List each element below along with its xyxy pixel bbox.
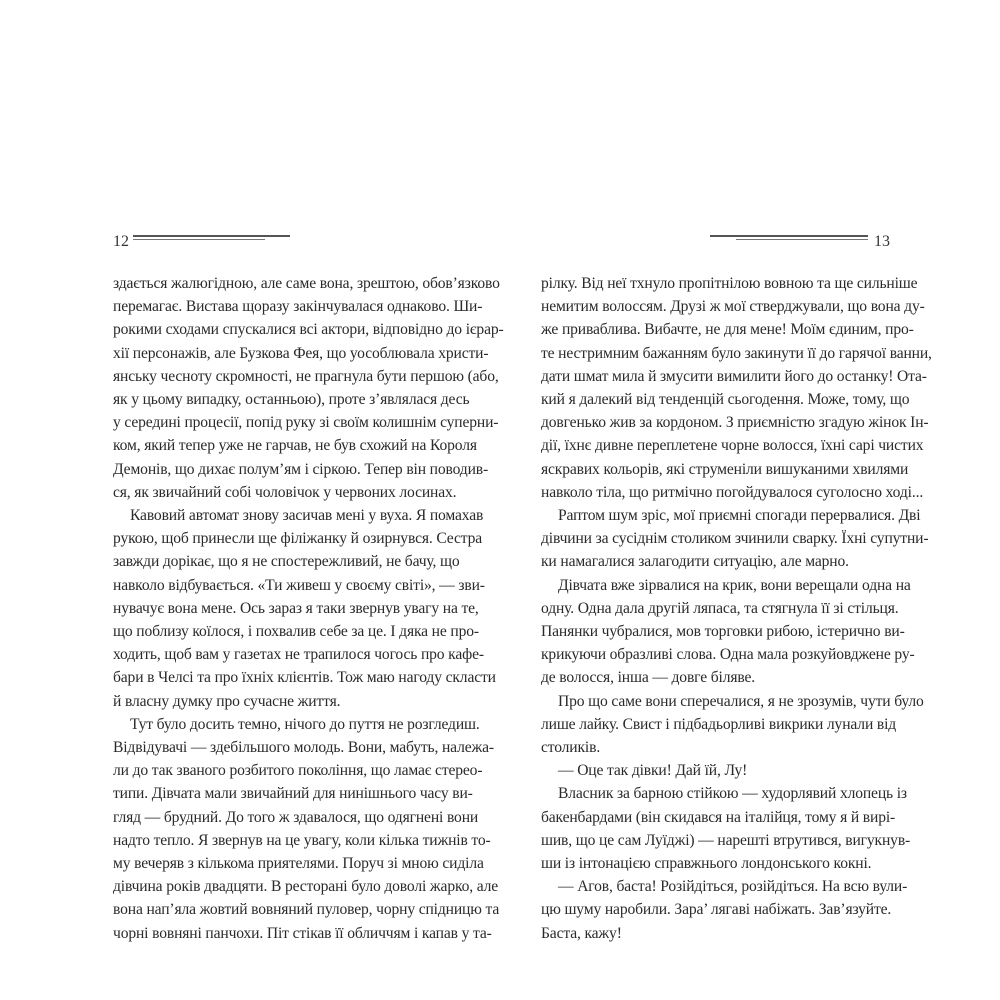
text-line: завжди дорікає, що я не спостережливий, не бачу, що [113,553,460,571]
text-line: шив, що це сам Луїджі) — нарешті втрутився, вигукнув- [541,831,911,849]
text-line: здається жалюгідною, але саме вона, зрештою, обов’язково [113,275,500,292]
text-line: ком, який тепер уже не гарчав, не був схожий на Короля [113,437,477,455]
text-line: нувачує вона мене. Ось зараз я таки звернув увагу на те, [113,599,479,617]
text-line: Демонів, що дихає полум’ям і сіркою. Тепер він поводив- [113,460,489,478]
text-line: ши із інтонацією справжнього лондонського кокні. [541,855,872,873]
text-line: чорні вовняні панчохи. Піт стікав її обличчям і капав у та- [113,924,492,942]
text-line: бакенбардами (він скидався на італійця, тому я й вирі- [541,808,896,826]
header-rule-right [710,235,868,243]
text-line: перемагає. Вистава щоразу закінчувалася однаково. Ши- [113,298,483,316]
text-line: рілку. Від неї тхнуло пропітнілою вовною та ще сильніше [541,275,918,292]
header-rule-line [133,235,290,237]
text-line: типи. Дівчата мали звичайний для нинішнього часу ви- [113,785,473,803]
text-line: яскравих кольорів, які струменіли вишуканими хвилями [541,460,909,478]
header-rule-line [736,239,868,240]
text-line: крикуючи образливі слова. Одна мала розкуйовджене ру- [541,646,915,664]
text-line: Кавовий автомат знову засичав мені у вуха. Я помахав [130,507,484,525]
text-line: ли до так званого розбитого покоління, що ламає стерео- [113,762,483,780]
text-line: рокими сходами спускалися всі актори, відповідно до ієрар- [113,321,504,339]
text-line: — Агов, баста! Розійдіться, розійдіться. На всю вули- [558,878,908,896]
text-line: надто тепло. Я звернув на це увагу, коли кілька тижнів то- [113,831,491,849]
text-line: Про що саме вони сперечалися, я не зрозумів, чути було [558,692,924,710]
text-line: немитим волоссям. Друзі ж мої стверджували, що вона ду- [541,298,925,316]
text-line: що поблизу коїлося, і похвалив себе за це. І дяка не про- [113,623,479,641]
text-line: лише лайку. Свист і підбадьорливі викрики лунали від [541,715,897,733]
text-line: ки намагалися залагодити ситуацію, але марно. [541,553,849,571]
text-line: дівчина років двадцяти. В ресторані було доволі жарко, але [113,878,499,896]
text-line: же приваблива. Вибачте, не для мене! Моїм єдиним, про- [541,321,914,339]
text-line: Власник за барною стійкою — худорлявий хлопець із [558,785,907,803]
header-rule-line [710,235,868,237]
header-rule-left [133,235,290,243]
text-line: одну. Одна дала другій ляпаса, та стягнула її зі стільця. [541,599,899,617]
text-line: — Оце так дівки! Дай їй, Лу! [558,762,748,780]
text-line: навколо тіла, що ритмічно погойдувалося суголосно ході... [541,483,924,501]
text-line: бари в Челсі та про їхніх клієнтів. Тож маю нагоду скласти [113,669,496,687]
text-line: Дівчата вже зірвалися на крик, вони верещали одна на [558,576,911,594]
text-column-right [541,272,932,945]
text-line: Раптом шум зріс, мої приємні спогади перервалися. Дві [558,507,921,525]
text-line: довгенько жив за кордоном. З приємністю згадую жінок Ін- [541,414,929,432]
header-rule-line [133,239,265,240]
text-line: дії, їхнє дивне переплетене чорне волосся, їхні сарі чистих [541,437,924,455]
text-line: кий я далекий від тенденцій сьогодення. Може, тому, що [541,391,910,409]
text-line: як у цьому випадку, останньою), проте з’являлася десь [113,391,470,409]
text-line: й власну думку про сучасне життя. [113,692,341,710]
text-line: дівчини за сусіднім столиком зчинили сварку. Їхні супутни- [541,530,929,548]
text-line: ся, як звичайний собі чоловічок у червоних лосинах. [113,483,457,501]
text-line: вона нап’яла жовтий вовняний пуловер, чорну спідницю та [113,901,500,919]
text-line: дати шмат мила й змусити вимилити його до останку! Ота- [541,367,927,385]
text-line: гляд — брудний. До того ж здавалося, що одягнені вони [113,808,479,826]
text-column-left [113,272,504,945]
text-line: Відвідувачі — здебільшого молодь. Вони, мабуть, належа- [113,739,494,757]
text-line: рукою, щоб принесли ще філіжанку й озирнувся. Сестра [113,530,483,548]
page-number-left: 12 [113,233,129,250]
text-line: цю шуму наробили. Зара’ лягаві набіжать. Зав’язуйте. [541,901,892,919]
text-line: те нестримним бажанням було закинути її до гарячої ванни, [541,344,932,362]
text-line: столиків. [541,739,601,757]
text-line: Тут було досить темно, нічого до пуття не розгледиш. [130,715,480,733]
text-line: навколо відбувається. «Ти живеш у своєму світі», — зви- [113,576,485,594]
text-line: де волосся, інша — довге біляве. [541,669,755,687]
text-line: му вечеряв з кількома приятелями. Поруч зі мною сиділа [113,855,484,873]
text-line: янську чесноту скромності, не прагнула бути першою (або, [113,367,499,385]
text-line: ходить, щоб вам у газетах не трапилося чогось про кафе- [113,646,484,664]
text-line: хії персонажів, але Бузкова Фея, що уособлювала христи- [113,344,489,362]
text-line: Панянки чубралися, мов торговки рибою, істерично ви- [541,623,905,641]
text-line: Баста, кажу! [541,924,622,942]
text-line: у середині процесії, попід руку зі своїм колишнім суперни- [113,414,499,432]
page-number-right: 13 [874,233,890,250]
